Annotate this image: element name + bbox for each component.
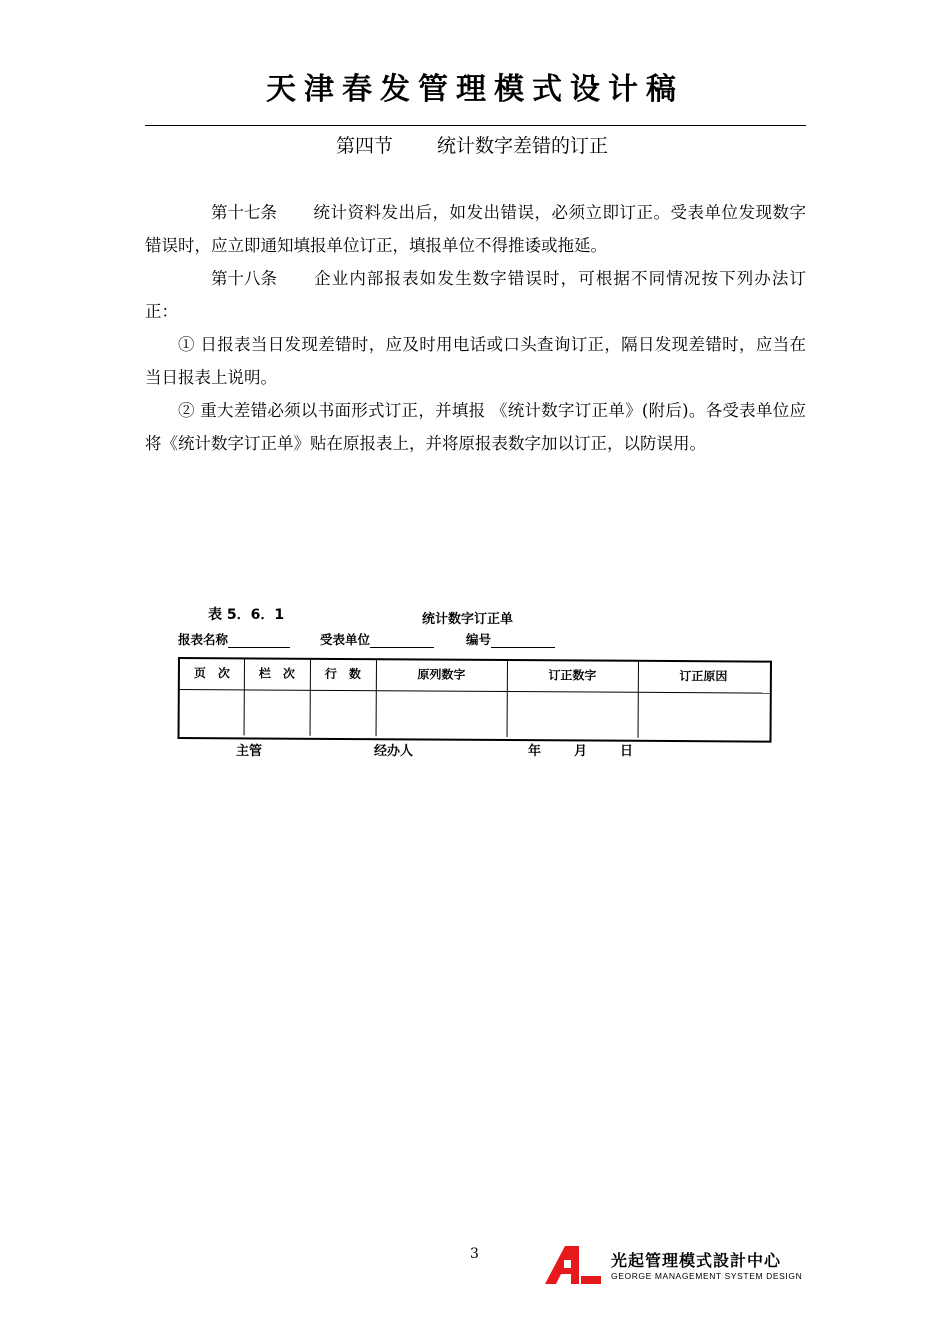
header-row-divider: [180, 689, 770, 694]
column-header-row: 行 数: [324, 666, 361, 682]
section-title: 统计数字差错的订正: [437, 135, 609, 157]
paragraph-article-18: [145, 262, 806, 328]
paragraph-item-1: [145, 328, 806, 394]
paragraph-item-2: [145, 394, 806, 460]
date-month: 月: [574, 744, 588, 759]
paragraph-text: 企业内部报表如发生数字错误时，可根据不同情况按下列办法订正：: [145, 269, 806, 321]
serial-number-label: 编号: [466, 632, 492, 647]
blank-line: [228, 633, 290, 648]
section-number: 第四节: [336, 135, 394, 157]
form-table-number: 表 5．6．1: [208, 607, 285, 623]
section-heading: [336, 131, 608, 158]
column-header-corrected: 订正数字: [548, 668, 597, 683]
company-logo: [545, 1244, 815, 1288]
logo-company-subtitle: GEORGE MANAGEMENT SYSTEM DESIGN: [611, 1271, 803, 1281]
paragraph-text: ① 日报表当日发现差错时，应及时用电话或口头查询订正，隔日发现差错时，应当在当日报表上说明。: [145, 335, 806, 387]
signature-supervisor: 主管: [236, 744, 263, 759]
paragraph-text: ② 重大差错必须以书面形式订正，并填报 《统计数字订正单》(附后)。各受表单位应将《统计数字订正单》贴在原报表上，并将原报表数字加以订正，以防误用。: [145, 401, 806, 453]
form-title: 统计数字订正单: [422, 612, 514, 627]
report-name-label: 报表名称: [178, 632, 229, 647]
header-divider: [145, 125, 806, 126]
body-text: [145, 196, 806, 460]
paragraph-article-17: [145, 196, 806, 262]
date-year: 年: [528, 744, 542, 759]
signature-handler: 经办人: [374, 744, 414, 759]
page-number: 3: [470, 1246, 479, 1262]
article-label: 第十八条: [211, 269, 277, 288]
logo-company-name: 光起管理模式設計中心: [611, 1251, 782, 1270]
serial-number-field: [466, 630, 555, 648]
correction-form-image: [178, 602, 773, 764]
column-header-original: 原列数字: [417, 667, 466, 682]
logo-a-icon: [545, 1244, 605, 1286]
column-header-column: 栏 次: [258, 666, 295, 681]
blank-line: [491, 633, 555, 648]
report-name-field: [178, 630, 290, 648]
article-label: 第十七条: [211, 203, 277, 222]
blank-line: [370, 633, 434, 648]
column-header-page: 页 次: [193, 666, 230, 681]
date-day: 日: [620, 744, 634, 759]
paragraph-text: 统计资料发出后，如发出错误，必须立即订正。受表单位发现数字错误时，应立即通知填报单位订正，填报单位不得推诿或拖延。: [145, 203, 806, 255]
column-header-reason: 订正原因: [679, 669, 728, 684]
receiving-unit-field: [320, 630, 434, 648]
receiving-unit-label: 受表单位: [320, 632, 371, 647]
document-header-title: 天津春发管理模式设计稿: [266, 72, 684, 107]
form-table: [177, 657, 771, 743]
